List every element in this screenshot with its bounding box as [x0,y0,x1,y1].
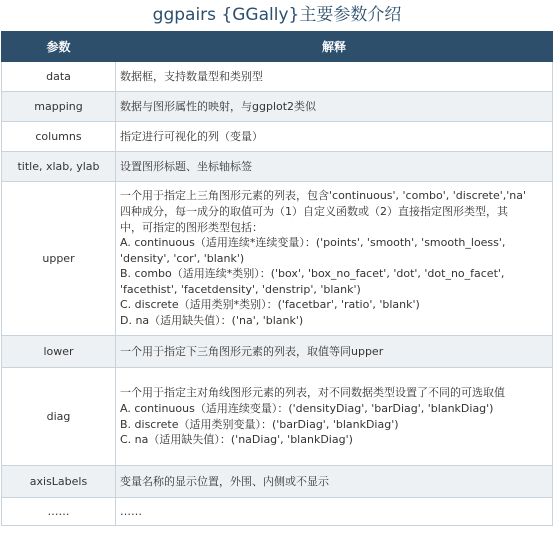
desc-line: 'density', 'cor', 'blank') [120,251,245,265]
desc-line: 中，可指定的图形类型包括： [120,220,263,234]
desc-cell [116,122,553,152]
desc-line: 四种成分，每一成分的取值可为（1）自定义函数或（2）直接指定图形类型，其 [120,204,508,218]
parameter-table [1,31,553,526]
desc-line: 一个用于指定下三角图形元素的列表，取值等同upper [120,344,384,358]
table-row [2,62,553,92]
desc-cell [116,336,553,368]
desc-line: …… [120,504,142,518]
table-header-row [2,32,553,62]
param-cell: axisLabels [2,466,116,498]
desc-line: 一个用于指定上三角图形元素的列表，包含'continuous', 'combo', 'discrete','na' [120,189,527,203]
desc-cell [116,92,553,122]
param-cell: title, xlab, ylab [2,152,116,182]
desc-line: A. continuous（适用连续变量）：('densityDiag', 'barDiag', 'blankDiag') [120,401,494,415]
desc-cell [116,62,553,92]
table-row [2,152,553,182]
param-cell: mapping [2,92,116,122]
desc-line: B. discrete（适用类别变量）：('barDiag', 'blankDiag') [120,417,399,431]
header-desc: 解释 [116,32,553,62]
desc-cell [116,152,553,182]
table-row [2,182,553,336]
param-cell: …… [2,498,116,526]
table-row [2,92,553,122]
desc-cell [116,466,553,498]
desc-line: C. na（适用缺失值）：('naDiag', 'blankDiag') [120,433,353,447]
table-row [2,466,553,498]
desc-line: 一个用于指定主对角线图形元素的列表，对不同数据类型设置了不同的可选取值 [120,386,505,400]
desc-cell [116,182,553,336]
table-title: ggpairs {GGally}主要参数介绍 [152,5,402,25]
desc-line: C. discrete（适用类别*类别）：('facetbar', 'ratio', 'blank') [120,298,420,312]
param-cell: lower [2,336,116,368]
desc-line: 设置图形标题、坐标轴标签 [120,159,252,173]
table-row [2,122,553,152]
desc-line: A. continuous（适用连续*连续变量）：('points', 'smooth', 'smooth_loess', [120,236,506,250]
header-param: 参数 [2,32,116,62]
desc-line: 指定进行可视化的列（变量） [120,129,263,143]
param-cell: columns [2,122,116,152]
desc-line: 数据与图形属性的映射，与ggplot2类似 [120,99,317,113]
desc-line: D. na（适用缺失值）：('na', 'blank') [120,314,304,328]
param-cell: diag [2,368,116,466]
desc-cell [116,368,553,466]
param-cell: upper [2,182,116,336]
table-row [2,336,553,368]
desc-line: B. combo（适用连续*类别）：('box', 'box_no_facet', 'dot', 'dot_no_facet', [120,267,505,281]
desc-line: 变量名称的显示位置，外围、内侧或不显示 [120,474,329,488]
table-row [2,368,553,466]
desc-line: 'facethist', 'facetdensity', 'denstrip', 'blank') [120,282,361,296]
desc-cell [116,498,553,526]
desc-line: 数据框，支持数量型和类别型 [120,69,263,83]
table-row [2,498,553,526]
param-cell: data [2,62,116,92]
